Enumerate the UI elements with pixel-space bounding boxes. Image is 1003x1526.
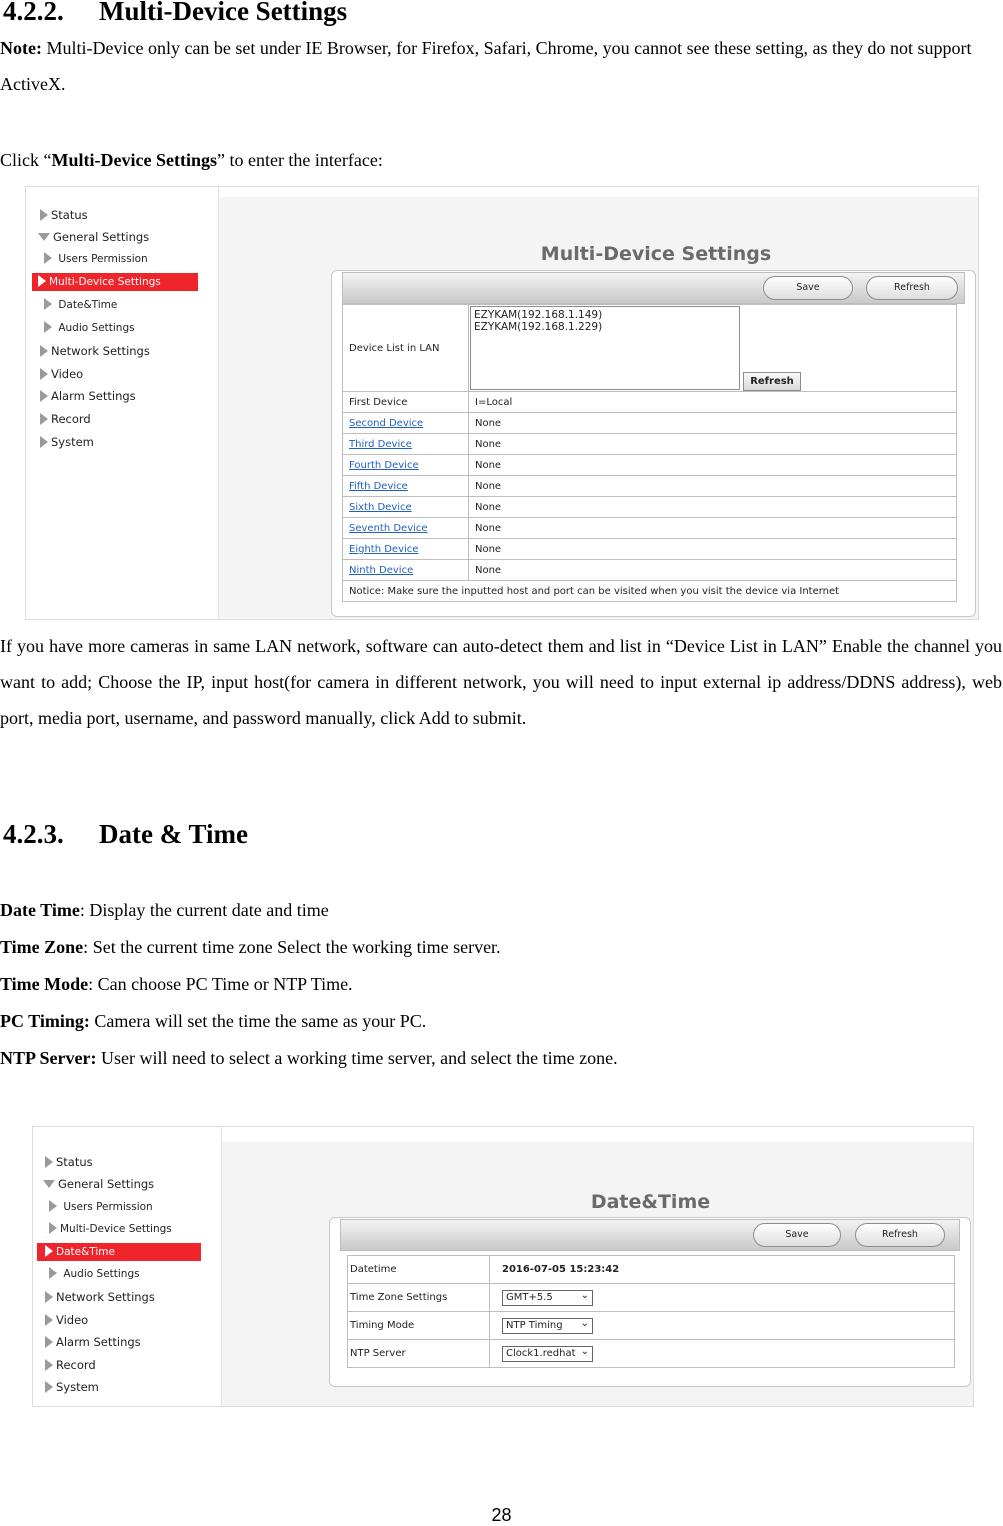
table-row bbox=[348, 1340, 955, 1368]
table-row bbox=[343, 560, 957, 581]
nav-network-settings[interactable] bbox=[40, 342, 150, 360]
arrow-right-icon bbox=[45, 1291, 53, 1303]
nav-date-time[interactable] bbox=[44, 296, 117, 314]
page-number: 28 bbox=[491, 1505, 512, 1525]
nav-label: Multi-Device Settings bbox=[60, 1223, 172, 1235]
sidebar bbox=[33, 1127, 222, 1406]
notice-row bbox=[343, 581, 957, 602]
nav-label: Date&Time bbox=[58, 299, 118, 311]
table-row bbox=[348, 1256, 955, 1284]
definition-item bbox=[0, 966, 1002, 1003]
row-value: None bbox=[469, 455, 957, 476]
nav-label: Status bbox=[51, 208, 88, 222]
device-link[interactable]: Third Device bbox=[349, 438, 412, 450]
nav-label: Network Settings bbox=[51, 344, 150, 358]
nav-label: Record bbox=[56, 1358, 96, 1372]
nav-video[interactable] bbox=[40, 365, 83, 383]
nav-label: System bbox=[51, 435, 94, 449]
row-value: None bbox=[469, 497, 957, 518]
list-refresh-button[interactable]: Refresh bbox=[743, 372, 801, 391]
device-link[interactable]: Ninth Device bbox=[349, 564, 414, 576]
arrow-right-icon bbox=[49, 1200, 57, 1212]
definition-term: PC Timing: bbox=[0, 1011, 90, 1031]
device-link[interactable]: Seventh Device bbox=[349, 522, 428, 534]
datetime-table bbox=[347, 1255, 955, 1368]
table-row bbox=[343, 476, 957, 497]
arrow-right-icon bbox=[38, 275, 46, 287]
nav-system[interactable] bbox=[40, 433, 94, 451]
device-table bbox=[342, 304, 957, 602]
nav-audio-settings[interactable] bbox=[44, 319, 135, 337]
table-row bbox=[343, 413, 957, 434]
row-label: NTP Server bbox=[348, 1340, 490, 1368]
nav-alarm-settings[interactable] bbox=[40, 387, 136, 405]
arrow-right-icon bbox=[40, 368, 48, 380]
notice-text: Notice: Make sure the inputted host and port can be visited when you visit the device via Internet bbox=[343, 581, 957, 602]
definition-sep: : bbox=[88, 974, 94, 994]
nav-label: General Settings bbox=[58, 1177, 155, 1191]
definition-sep: : bbox=[83, 937, 89, 957]
ntp-server-select[interactable] bbox=[502, 1346, 593, 1362]
section-heading-date-time bbox=[3, 819, 248, 850]
toolbar bbox=[342, 272, 965, 304]
section-title: Date & Time bbox=[99, 819, 248, 849]
click-post: ” to enter the interface: bbox=[216, 150, 383, 170]
arrow-right-icon bbox=[44, 298, 52, 310]
nav-alarm-settings[interactable] bbox=[45, 1333, 141, 1351]
arrow-right-icon bbox=[49, 1222, 57, 1234]
arrow-right-icon bbox=[45, 1314, 53, 1326]
arrow-right-icon bbox=[45, 1245, 53, 1257]
table-row bbox=[343, 434, 957, 455]
timezone-select[interactable] bbox=[502, 1290, 593, 1306]
nav-label: Multi-Device Settings bbox=[49, 276, 161, 288]
row-value: None bbox=[469, 560, 957, 581]
arrow-down-icon bbox=[43, 1180, 55, 1188]
definitions-list bbox=[0, 892, 1002, 1077]
nav-general-settings[interactable] bbox=[38, 228, 149, 246]
toolbar bbox=[340, 1219, 960, 1251]
row-value: None bbox=[469, 413, 957, 434]
section-number: 4.2.2. bbox=[3, 0, 64, 26]
select-value: NTP Timing bbox=[506, 1319, 563, 1331]
section-heading-multi-device bbox=[3, 0, 347, 27]
nav-label: Video bbox=[56, 1313, 89, 1327]
nav-status[interactable] bbox=[40, 206, 88, 224]
nav-users-permission[interactable] bbox=[49, 1198, 153, 1216]
arrow-right-icon bbox=[40, 209, 48, 221]
click-pre: Click “ bbox=[0, 150, 52, 170]
nav-label: Date&Time bbox=[56, 1246, 115, 1258]
table-row bbox=[343, 455, 957, 476]
refresh-button[interactable]: Refresh bbox=[855, 1223, 945, 1247]
nav-label: Users Permission bbox=[63, 1201, 153, 1213]
definition-term: NTP Server: bbox=[0, 1048, 97, 1068]
multi-device-description: If you have more cameras in same LAN network, software can auto-detect them and list in “Device List in LAN” Enable the channel you want to add; Choose the IP, input host(for camera in different network, you will need to input external ip address/DDNS address), web port, media port, username, and password manually, click Add to submit. bbox=[0, 636, 1002, 728]
page-title: Date&Time bbox=[590, 1191, 711, 1213]
sidebar bbox=[26, 187, 219, 619]
arrow-right-icon bbox=[40, 413, 48, 425]
note-label: Note: bbox=[0, 38, 42, 58]
arrow-right-icon bbox=[45, 1359, 53, 1371]
chevron-down-icon: ⌄ bbox=[580, 1317, 589, 1329]
chevron-down-icon: ⌄ bbox=[580, 1345, 589, 1357]
arrow-right-icon bbox=[45, 1156, 53, 1168]
nav-label: Audio Settings bbox=[58, 322, 135, 334]
device-link[interactable]: Fourth Device bbox=[349, 459, 419, 471]
row-value: None bbox=[469, 539, 957, 560]
definition-text: User will need to select a working time server, and select the time zone. bbox=[96, 1048, 618, 1068]
table-row bbox=[343, 539, 957, 560]
nav-multi-device-settings[interactable] bbox=[49, 1220, 172, 1238]
chevron-down-icon: ⌄ bbox=[580, 1289, 589, 1301]
device-link[interactable]: Sixth Device bbox=[349, 501, 412, 513]
definition-text: Can choose PC Time or NTP Time. bbox=[93, 974, 353, 994]
arrow-right-icon bbox=[49, 1267, 57, 1279]
nav-record[interactable] bbox=[40, 410, 91, 428]
save-button[interactable]: Save bbox=[763, 276, 853, 300]
row-value: None bbox=[469, 476, 957, 497]
table-row bbox=[348, 1312, 955, 1340]
lan-device-item[interactable]: EZYKAM(192.168.1.229) bbox=[474, 321, 603, 333]
nav-label: Network Settings bbox=[56, 1290, 155, 1304]
definition-item bbox=[0, 929, 1002, 966]
definition-item bbox=[0, 1040, 1002, 1077]
timing-mode-select[interactable] bbox=[502, 1318, 593, 1334]
nav-label: Alarm Settings bbox=[56, 1335, 141, 1349]
device-link[interactable]: Fifth Device bbox=[349, 480, 408, 492]
nav-label: Status bbox=[56, 1155, 93, 1169]
nav-general-settings[interactable] bbox=[43, 1175, 154, 1193]
device-list-cell bbox=[469, 305, 957, 392]
nav-label: Video bbox=[51, 367, 84, 381]
definition-text: Set the current time zone Select the working time server. bbox=[88, 937, 501, 957]
nav-date-time[interactable] bbox=[37, 1243, 201, 1261]
nav-multi-device-settings[interactable] bbox=[32, 273, 198, 291]
table-row bbox=[343, 497, 957, 518]
row-value: I=Local bbox=[469, 392, 957, 413]
definition-term: Date Time bbox=[0, 900, 80, 920]
device-link[interactable]: Eighth Device bbox=[349, 543, 419, 555]
arrow-right-icon bbox=[44, 321, 52, 333]
nav-audio-settings[interactable] bbox=[49, 1265, 140, 1283]
device-list-row bbox=[343, 305, 957, 392]
arrow-right-icon bbox=[40, 345, 48, 357]
nav-users-permission[interactable] bbox=[44, 250, 148, 268]
note-text: Multi-Device only can be set under IE Browser, for Firefox, Safari, Chrome, you cannot see these setting, as they do not support ActiveX. bbox=[0, 38, 972, 94]
device-link[interactable]: Second Device bbox=[349, 417, 424, 429]
definition-sep: : bbox=[79, 900, 85, 920]
arrow-right-icon bbox=[45, 1381, 53, 1393]
table-row bbox=[348, 1284, 955, 1312]
definition-item bbox=[0, 892, 1002, 929]
select-value: Clock1.redhat bbox=[506, 1347, 576, 1359]
row-value: None bbox=[469, 518, 957, 539]
click-instruction bbox=[0, 142, 1002, 178]
row-label: Datetime bbox=[348, 1256, 490, 1284]
nav-network-settings[interactable] bbox=[45, 1288, 155, 1306]
date-time-screenshot bbox=[32, 1126, 974, 1407]
nav-label: Record bbox=[51, 412, 91, 426]
lan-device-item[interactable]: EZYKAM(192.168.1.149) bbox=[474, 309, 603, 321]
select-value: GMT+5.5 bbox=[506, 1291, 553, 1303]
lan-device-list[interactable] bbox=[470, 306, 740, 390]
arrow-right-icon bbox=[40, 436, 48, 448]
nav-record[interactable] bbox=[45, 1356, 96, 1374]
nav-label: General Settings bbox=[53, 230, 150, 244]
nav-label: System bbox=[56, 1380, 99, 1394]
section-title: Multi-Device Settings bbox=[99, 0, 348, 26]
row-label: Timing Mode bbox=[348, 1312, 490, 1340]
arrow-right-icon bbox=[40, 390, 48, 402]
table-row bbox=[343, 518, 957, 539]
datetime-value: 2016-07-05 15:23:42 bbox=[490, 1256, 955, 1284]
arrow-right-icon bbox=[44, 252, 52, 264]
row-label: First Device bbox=[343, 392, 469, 413]
nav-status[interactable] bbox=[45, 1153, 93, 1171]
click-bold: Multi-Device Settings bbox=[51, 150, 217, 170]
nav-label: Users Permission bbox=[58, 253, 148, 265]
nav-label: Audio Settings bbox=[63, 1268, 140, 1280]
page-title: Multi-Device Settings bbox=[540, 243, 772, 265]
section-number: 4.2.3. bbox=[3, 819, 64, 849]
nav-video[interactable] bbox=[45, 1311, 88, 1329]
table-row bbox=[343, 392, 957, 413]
definition-item bbox=[0, 1003, 1002, 1040]
arrow-down-icon bbox=[38, 233, 50, 241]
note-paragraph bbox=[0, 30, 1002, 102]
multi-device-screenshot bbox=[25, 186, 979, 620]
refresh-button[interactable]: Refresh bbox=[866, 276, 958, 300]
settings-panel bbox=[331, 270, 976, 617]
nav-label: Alarm Settings bbox=[51, 389, 136, 403]
settings-panel bbox=[329, 1217, 971, 1387]
device-list-label: Device List in LAN bbox=[343, 305, 469, 392]
row-value: None bbox=[469, 434, 957, 455]
arrow-right-icon bbox=[45, 1336, 53, 1348]
row-label: Time Zone Settings bbox=[348, 1284, 490, 1312]
save-button[interactable]: Save bbox=[753, 1223, 841, 1247]
definition-term: Time Zone bbox=[0, 937, 84, 957]
definition-text: Display the current date and time bbox=[84, 900, 329, 920]
definition-text: Camera will set the time the same as your PC. bbox=[89, 1011, 427, 1031]
definition-term: Time Mode bbox=[0, 974, 89, 994]
nav-system[interactable] bbox=[45, 1378, 99, 1396]
